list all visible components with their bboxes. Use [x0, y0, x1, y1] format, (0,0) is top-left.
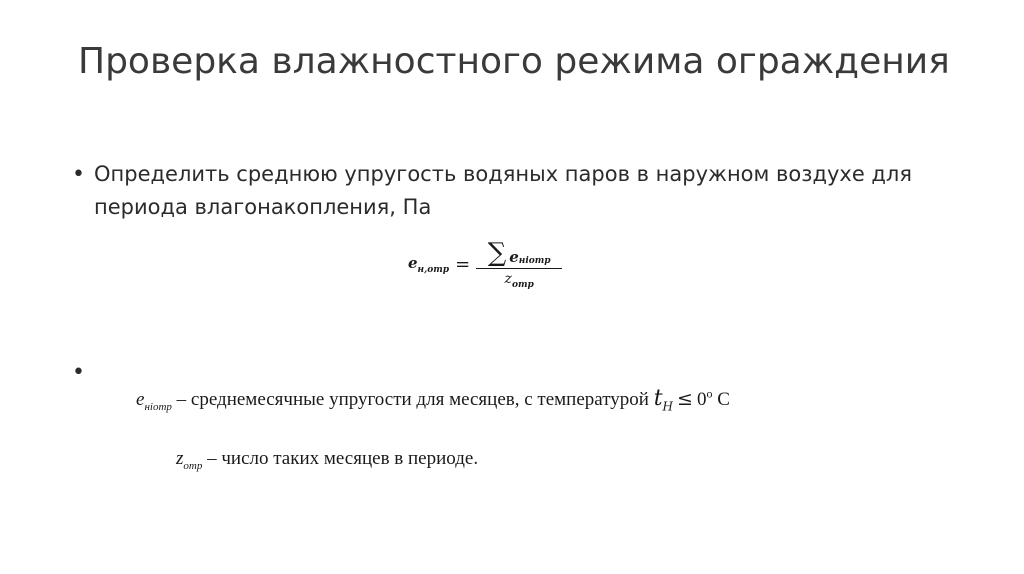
slide-title: Проверка влажностного режима ограждения	[78, 41, 950, 82]
formula-equals: =	[455, 254, 471, 276]
formula-den-base: z	[504, 271, 512, 287]
definition-z	[176, 448, 478, 472]
bullet-text: Определить среднюю упругость водяных паров в наружном воздухе для периода влагонакопления, Па	[94, 162, 912, 219]
sigma-symbol: ∑	[487, 238, 507, 268]
formula-numerator	[484, 240, 555, 268]
formula-num-base: e	[509, 248, 519, 266]
def-e-symbol: e	[136, 389, 145, 410]
def-z-sub: отр	[183, 459, 203, 472]
le-symbol: ≤	[677, 388, 693, 410]
formula-den-sub: отр	[511, 279, 534, 290]
def-t-symbol	[653, 386, 674, 414]
def-value: 0	[696, 389, 707, 410]
formula	[408, 240, 562, 290]
formula-lhs-sub: н,отр	[417, 265, 450, 276]
def-t-sub: H	[662, 399, 674, 414]
def-z-symbol: z	[176, 448, 184, 469]
def-z-text: – число таких месяцев в периоде.	[202, 448, 479, 469]
def-t-base: t	[653, 386, 663, 411]
def-e-sub: нiотр	[144, 400, 172, 413]
bullet-dot: •	[72, 360, 85, 385]
bullet-dot: •	[72, 162, 85, 187]
formula-lhs-base: e	[408, 254, 418, 273]
formula-fraction	[476, 240, 562, 290]
formula-lhs	[408, 254, 449, 275]
bullet-item-empty	[72, 356, 94, 389]
formula-denominator	[505, 269, 534, 290]
def-unit: С	[712, 389, 730, 410]
def-e-text: – среднемесячные упругости для месяцев, с температурой	[171, 389, 654, 410]
bullet-item	[72, 158, 952, 224]
def-degree: о	[706, 386, 713, 401]
definition-e	[136, 386, 730, 413]
formula-num-sub: нiотр	[518, 256, 551, 266]
